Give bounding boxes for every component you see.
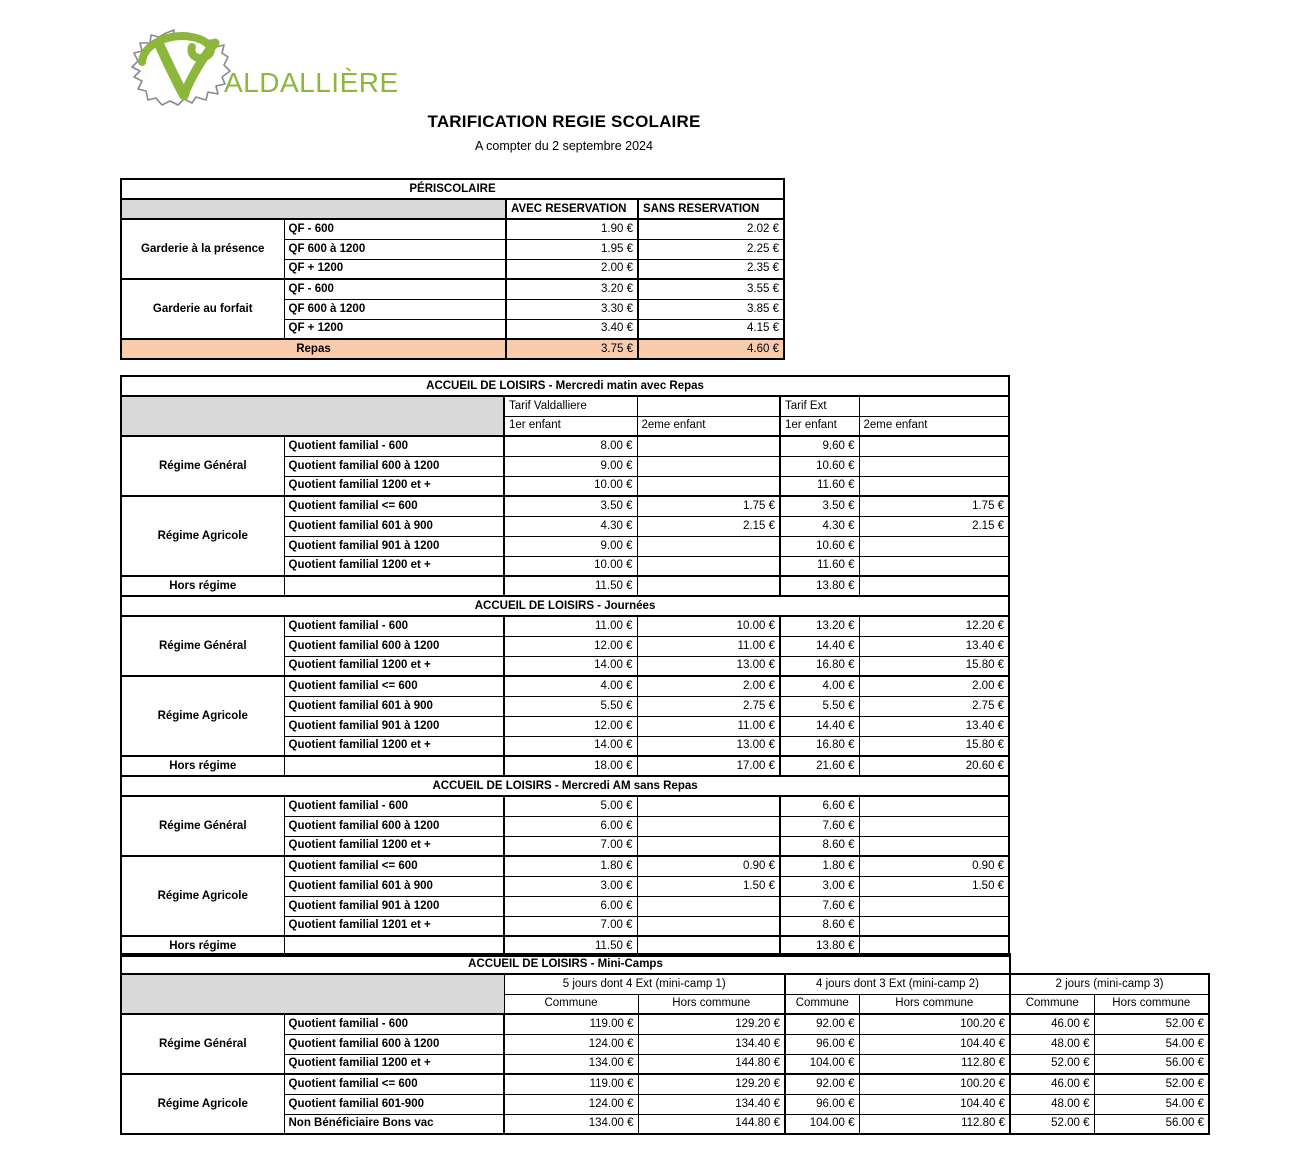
price-cell: 7.00 € <box>504 836 637 856</box>
section-title: ACCUEIL DE LOISIRS - Mercredi matin avec Repas <box>121 376 1009 396</box>
qf-label-cell: Quotient familial <= 600 <box>284 496 504 516</box>
header-spacer-cell <box>121 199 506 219</box>
price-cell <box>859 556 1009 576</box>
price-cell: 48.00 € <box>1010 1094 1094 1114</box>
price-cell: 7.60 € <box>780 816 859 836</box>
price-cell: 48.00 € <box>1010 1034 1094 1054</box>
price-cell: 56.00 € <box>1094 1054 1209 1074</box>
price-cell: 100.20 € <box>859 1014 1010 1034</box>
price-cell: 2.25 € <box>638 239 784 259</box>
price-cell: 3.50 € <box>780 496 859 516</box>
price-cell: 13.00 € <box>637 736 780 756</box>
price-cell <box>637 896 780 916</box>
price-cell: 1.50 € <box>637 876 780 896</box>
price-cell: 54.00 € <box>1094 1094 1209 1114</box>
col-header-hors-commune: Hors commune <box>859 994 1010 1014</box>
price-cell: 11.00 € <box>637 716 780 736</box>
price-cell: 14.40 € <box>780 716 859 736</box>
qf-label-cell: Quotient familial 601-900 <box>284 1094 504 1114</box>
qf-label-cell: Quotient familial 600 à 1200 <box>284 636 504 656</box>
hors-regime-label: Hors régime <box>121 576 284 596</box>
price-cell: 5.00 € <box>504 796 637 816</box>
price-cell <box>637 916 780 936</box>
group-label-cell: Régime Général <box>121 1014 284 1074</box>
price-cell: 96.00 € <box>785 1094 859 1114</box>
price-cell <box>859 436 1009 456</box>
col-header-tarif-valdalliere: Tarif Valdalliere <box>504 396 637 416</box>
price-cell: 12.20 € <box>859 616 1009 636</box>
price-cell: 10.00 € <box>504 556 637 576</box>
price-cell: 2.75 € <box>859 696 1009 716</box>
price-cell: 134.00 € <box>504 1114 638 1134</box>
price-cell: 13.80 € <box>780 576 859 596</box>
price-cell: 16.80 € <box>780 656 859 676</box>
qf-label-cell: Quotient familial 600 à 1200 <box>284 816 504 836</box>
price-cell: 15.80 € <box>859 656 1009 676</box>
col-group-mini-camp-1: 5 jours dont 4 Ext (mini-camp 1) <box>504 974 785 994</box>
col-group-mini-camp-3: 2 jours (mini-camp 3) <box>1010 974 1209 994</box>
price-cell: 104.00 € <box>785 1054 859 1074</box>
hors-regime-label: Hors régime <box>121 756 284 776</box>
price-cell: 18.00 € <box>504 756 637 776</box>
price-cell <box>859 476 1009 496</box>
price-cell: 96.00 € <box>785 1034 859 1054</box>
group-label-cell: Régime Général <box>121 436 284 496</box>
price-cell: 1.90 € <box>506 219 638 239</box>
col-header-commune: Commune <box>785 994 859 1014</box>
price-cell <box>859 836 1009 856</box>
col-group-mini-camp-2: 4 jours dont 3 Ext (mini-camp 2) <box>785 974 1010 994</box>
group-label-cell: Régime Agricole <box>121 856 284 936</box>
price-cell: 2.00 € <box>506 259 638 279</box>
col-header-sans: SANS RESERVATION <box>638 199 784 219</box>
price-cell: 13.20 € <box>780 616 859 636</box>
price-cell: 20.60 € <box>859 756 1009 776</box>
col-header-enfant2: 2eme enfant <box>637 416 780 436</box>
price-cell: 92.00 € <box>785 1074 859 1094</box>
price-cell <box>859 796 1009 816</box>
qf-label-cell: QF - 600 <box>284 219 506 239</box>
price-cell: 3.85 € <box>638 299 784 319</box>
hors-regime-label: Hors régime <box>121 936 284 956</box>
price-cell: 10.60 € <box>780 536 859 556</box>
col-header-hors-commune: Hors commune <box>1094 994 1209 1014</box>
price-cell: 11.50 € <box>504 576 637 596</box>
qf-label-cell: QF + 1200 <box>284 259 506 279</box>
group-label-cell: Garderie à la présence <box>121 219 284 279</box>
qf-label-cell: QF 600 à 1200 <box>284 299 506 319</box>
price-cell: 1.75 € <box>859 496 1009 516</box>
group-label-cell: Régime Agricole <box>121 496 284 576</box>
qf-label-cell: Quotient familial <= 600 <box>284 676 504 696</box>
price-cell <box>637 796 780 816</box>
price-cell <box>637 816 780 836</box>
price-cell: 52.00 € <box>1010 1054 1094 1074</box>
price-cell: 54.00 € <box>1094 1034 1209 1054</box>
price-cell: 0.90 € <box>859 856 1009 876</box>
price-cell: 104.40 € <box>859 1094 1010 1114</box>
price-cell: 3.40 € <box>506 319 638 339</box>
price-cell: 6.60 € <box>780 796 859 816</box>
qf-label-cell: Quotient familial 901 à 1200 <box>284 536 504 556</box>
price-cell: 11.00 € <box>637 636 780 656</box>
price-cell: 2.00 € <box>637 676 780 696</box>
empty-cell <box>284 576 504 596</box>
price-cell: 104.00 € <box>785 1114 859 1134</box>
group-label-cell: Régime Agricole <box>121 1074 284 1134</box>
price-cell: 7.00 € <box>504 916 637 936</box>
empty-cell <box>284 756 504 776</box>
price-cell: 2.15 € <box>637 516 780 536</box>
qf-label-cell: Quotient familial 901 à 1200 <box>284 716 504 736</box>
price-cell: 3.20 € <box>506 279 638 299</box>
qf-label-cell: Quotient familial 1200 et + <box>284 736 504 756</box>
price-cell: 13.00 € <box>637 656 780 676</box>
col-header-enfant2: 2eme enfant <box>859 416 1009 436</box>
price-cell: 3.55 € <box>638 279 784 299</box>
price-cell: 9.00 € <box>504 536 637 556</box>
group-label-cell: Garderie au forfait <box>121 279 284 339</box>
price-cell: 0.90 € <box>637 856 780 876</box>
qf-label-cell: Quotient familial 1201 et + <box>284 916 504 936</box>
price-cell: 1.80 € <box>504 856 637 876</box>
valdalliere-logo <box>126 26 426 112</box>
price-cell: 3.30 € <box>506 299 638 319</box>
price-cell: 8.60 € <box>780 916 859 936</box>
price-cell: 119.00 € <box>504 1014 638 1034</box>
price-cell: 3.75 € <box>506 339 638 359</box>
page-title: TARIFICATION REGIE SCOLAIRE <box>427 112 701 131</box>
price-cell <box>637 476 780 496</box>
price-cell <box>637 836 780 856</box>
page-subtitle: A compter du 2 septembre 2024 <box>475 139 653 153</box>
col-header-enfant1: 1er enfant <box>780 416 859 436</box>
price-cell: 4.30 € <box>504 516 637 536</box>
price-cell: 52.00 € <box>1010 1114 1094 1134</box>
price-cell: 112.80 € <box>859 1054 1010 1074</box>
price-cell: 46.00 € <box>1010 1014 1094 1034</box>
col-header-tarif-ext: Tarif Ext <box>780 396 859 416</box>
price-cell: 92.00 € <box>785 1014 859 1034</box>
price-cell: 12.00 € <box>504 716 637 736</box>
repas-label-cell: Repas <box>121 339 506 359</box>
price-cell: 13.40 € <box>859 716 1009 736</box>
header-spacer-cell <box>121 396 504 436</box>
price-cell: 10.00 € <box>637 616 780 636</box>
col-header-commune: Commune <box>1010 994 1094 1014</box>
col-header-commune: Commune <box>504 994 638 1014</box>
price-cell: 4.60 € <box>638 339 784 359</box>
price-cell: 1.80 € <box>780 856 859 876</box>
section-title: ACCUEIL DE LOISIRS - Mercredi AM sans Repas <box>121 776 1009 796</box>
qf-label-cell: Quotient familial 1200 et + <box>284 656 504 676</box>
price-cell: 12.00 € <box>504 636 637 656</box>
price-cell: 14.00 € <box>504 656 637 676</box>
col-header-avec: AVEC RESERVATION <box>506 199 638 219</box>
price-cell: 14.00 € <box>504 736 637 756</box>
qf-label-cell: Quotient familial 601 à 900 <box>284 516 504 536</box>
qf-label-cell: Quotient familial 1200 et + <box>284 556 504 576</box>
price-cell: 4.00 € <box>780 676 859 696</box>
price-cell: 9.60 € <box>780 436 859 456</box>
table-title: PÉRISCOLAIRE <box>121 179 784 199</box>
title-row-spacer <box>1010 954 1209 974</box>
price-cell: 129.20 € <box>638 1074 785 1094</box>
price-cell: 52.00 € <box>1094 1014 1209 1034</box>
price-cell: 1.75 € <box>637 496 780 516</box>
price-cell: 13.40 € <box>859 636 1009 656</box>
price-cell: 8.60 € <box>780 836 859 856</box>
price-cell <box>859 456 1009 476</box>
price-cell: 144.80 € <box>638 1114 785 1134</box>
price-cell: 9.00 € <box>504 456 637 476</box>
price-cell: 1.95 € <box>506 239 638 259</box>
header-empty-cell <box>637 396 780 416</box>
price-cell: 13.80 € <box>780 936 859 956</box>
price-cell <box>859 896 1009 916</box>
price-cell: 14.40 € <box>780 636 859 656</box>
price-cell: 52.00 € <box>1094 1074 1209 1094</box>
price-cell: 112.80 € <box>859 1114 1010 1134</box>
qf-label-cell: Quotient familial - 600 <box>284 1014 504 1034</box>
price-cell <box>637 456 780 476</box>
qf-label-cell: Quotient familial - 600 <box>284 436 504 456</box>
price-cell <box>637 536 780 556</box>
price-cell: 119.00 € <box>504 1074 638 1094</box>
qf-label-cell: QF + 1200 <box>284 319 506 339</box>
qf-label-cell: Quotient familial 601 à 900 <box>284 696 504 716</box>
valdalliere-logo-graphic <box>126 26 426 112</box>
price-cell: 124.00 € <box>504 1034 638 1054</box>
accueil-loisirs-table <box>120 375 1010 957</box>
price-cell: 134.00 € <box>504 1054 638 1074</box>
price-cell: 10.00 € <box>504 476 637 496</box>
price-cell: 129.20 € <box>638 1014 785 1034</box>
qf-label-cell: Quotient familial - 600 <box>284 796 504 816</box>
qf-label-cell: QF - 600 <box>284 279 506 299</box>
price-cell: 6.00 € <box>504 816 637 836</box>
price-cell: 16.80 € <box>780 736 859 756</box>
group-label-cell: Régime Général <box>121 796 284 856</box>
price-cell: 134.40 € <box>638 1034 785 1054</box>
price-cell: 104.40 € <box>859 1034 1010 1054</box>
qf-label-cell: Quotient familial 901 à 1200 <box>284 896 504 916</box>
price-cell <box>637 436 780 456</box>
price-cell: 8.00 € <box>504 436 637 456</box>
qf-label-cell: Quotient familial 1200 et + <box>284 1054 504 1074</box>
price-cell: 1.50 € <box>859 876 1009 896</box>
qf-label-cell: Quotient familial <= 600 <box>284 856 504 876</box>
qf-label-cell: Quotient familial 600 à 1200 <box>284 456 504 476</box>
price-cell: 11.60 € <box>780 556 859 576</box>
price-cell: 4.00 € <box>504 676 637 696</box>
price-cell: 11.00 € <box>504 616 637 636</box>
header-empty-cell <box>859 396 1009 416</box>
price-cell: 6.00 € <box>504 896 637 916</box>
col-header-enfant1: 1er enfant <box>504 416 637 436</box>
price-cell: 144.80 € <box>638 1054 785 1074</box>
group-label-cell: Régime Général <box>121 616 284 676</box>
logo-v-left-stroke <box>159 44 184 95</box>
price-cell: 100.20 € <box>859 1074 1010 1094</box>
price-cell: 124.00 € <box>504 1094 638 1114</box>
price-cell: 2.15 € <box>859 516 1009 536</box>
price-cell: 5.50 € <box>504 696 637 716</box>
qf-label-cell: Quotient familial <= 600 <box>284 1074 504 1094</box>
price-cell: 4.30 € <box>780 516 859 536</box>
price-cell <box>859 536 1009 556</box>
qf-label-cell: Quotient familial 601 à 900 <box>284 876 504 896</box>
price-cell: 15.80 € <box>859 736 1009 756</box>
qf-label-cell: Quotient familial - 600 <box>284 616 504 636</box>
price-cell <box>859 816 1009 836</box>
price-cell: 2.75 € <box>637 696 780 716</box>
qf-label-cell: Non Bénéficiaire Bons vac <box>284 1114 504 1134</box>
table-title: ACCUEIL DE LOISIRS - Mini-Camps <box>121 954 1010 974</box>
price-cell: 3.50 € <box>504 496 637 516</box>
price-cell: 17.00 € <box>637 756 780 776</box>
price-cell: 56.00 € <box>1094 1114 1209 1134</box>
qf-label-cell: Quotient familial 1200 et + <box>284 836 504 856</box>
price-cell <box>637 556 780 576</box>
col-header-hors-commune: Hors commune <box>638 994 785 1014</box>
qf-label-cell: Quotient familial 600 à 1200 <box>284 1034 504 1054</box>
group-label-cell: Régime Agricole <box>121 676 284 756</box>
price-cell: 7.60 € <box>780 896 859 916</box>
price-cell <box>859 916 1009 936</box>
price-cell: 4.15 € <box>638 319 784 339</box>
mini-camps-table <box>120 953 1210 1135</box>
price-cell: 10.60 € <box>780 456 859 476</box>
header-spacer-cell <box>121 974 504 1014</box>
logo-wordmark: ALDALLIÈRE <box>224 67 399 98</box>
price-cell <box>859 576 1009 596</box>
price-cell: 5.50 € <box>780 696 859 716</box>
periscolaire-table <box>120 178 785 360</box>
price-cell: 3.00 € <box>780 876 859 896</box>
price-cell: 21.60 € <box>780 756 859 776</box>
qf-label-cell: QF 600 à 1200 <box>284 239 506 259</box>
price-cell: 2.02 € <box>638 219 784 239</box>
price-cell: 3.00 € <box>504 876 637 896</box>
price-cell: 46.00 € <box>1010 1074 1094 1094</box>
price-cell: 11.50 € <box>504 936 637 956</box>
price-cell: 134.40 € <box>638 1094 785 1114</box>
section-title: ACCUEIL DE LOISIRS - Journées <box>121 596 1009 616</box>
price-cell: 11.60 € <box>780 476 859 496</box>
price-cell: 2.35 € <box>638 259 784 279</box>
price-cell <box>637 576 780 596</box>
price-cell: 2.00 € <box>859 676 1009 696</box>
qf-label-cell: Quotient familial 1200 et + <box>284 476 504 496</box>
